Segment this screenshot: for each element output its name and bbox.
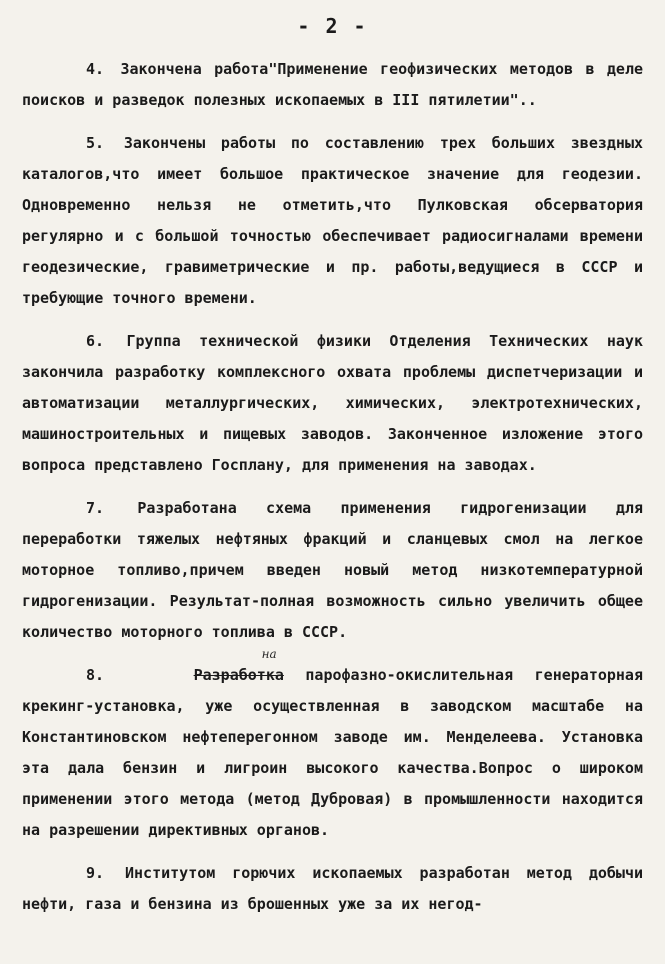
corrected-word xyxy=(130,647,284,691)
paragraph-9 xyxy=(22,858,643,920)
paragraph-number: 4. xyxy=(86,60,105,78)
paragraph-8 xyxy=(22,647,643,846)
paragraph-4 xyxy=(22,54,643,116)
paragraph-text: Закончены работы по составлению трех больших звездных каталогов,что имеет большое практическое значение для геодезии. Одновременно нельзя не отметить,что Пулковская обсерватория регулярно и с большой точностью обеспечивает радиосигналами времени геодезические, гравиметрические и пр. работы,ведущиеся в СССР и требующие точного времени. xyxy=(22,134,644,307)
paragraph-number: 7. xyxy=(86,499,105,517)
paragraph-number: 9. xyxy=(86,864,105,882)
paragraph-number: 8. xyxy=(86,666,105,684)
struck-word: Разработка xyxy=(193,666,284,684)
page-number: - 2 - xyxy=(297,14,368,38)
paragraph-number: 6. xyxy=(86,332,105,350)
paragraph-7 xyxy=(22,493,643,648)
handwritten-correction: на xyxy=(261,647,277,661)
paragraph-number: 5. xyxy=(86,134,105,152)
paragraph-text: Институтом горючих ископаемых разработан метод добычи нефти, газа и бензина из брошенных уже за их негод- xyxy=(22,864,644,913)
paragraph-6 xyxy=(22,326,643,481)
paragraph-text: Группа технической физики Отделения Технических наук закончила разработку комплексного охвата проблемы диспетчеризации и автоматизации металлургических, химических, электротехнических, машиностроительных и пищевых заводов. Законченное изложение этого вопроса представлено Госплану, для применения на заводах. xyxy=(22,332,643,474)
paragraph-5 xyxy=(22,128,643,314)
paragraph-text: Разработана схема применения гидрогенизации для переработки тяжелых нефтяных фракций и сланцевых смол на легкое моторное топливо,причем введен новый метод низкотемпературной гидрогенизации. Результат-полная возможность сильно увеличить общее количество моторного топлива в СССР. xyxy=(22,499,643,641)
paragraph-text: Закончена работа"Применение геофизических методов в деле поисков и разведок полезных ископаемых в III пятилетии".. xyxy=(22,60,644,109)
paragraph-text: парофазно-окислительная генераторная крекинг-установка, уже осуществленная в заводском масштабе на Константиновском нефтеперегонном заводе им. Менделеева. Установка эта дала бензин и лигроин высокого качества.Вопрос о широком применении этого метода (метод Дубровая) в промышленности находится на разрешении директивных органов. xyxy=(22,666,643,839)
